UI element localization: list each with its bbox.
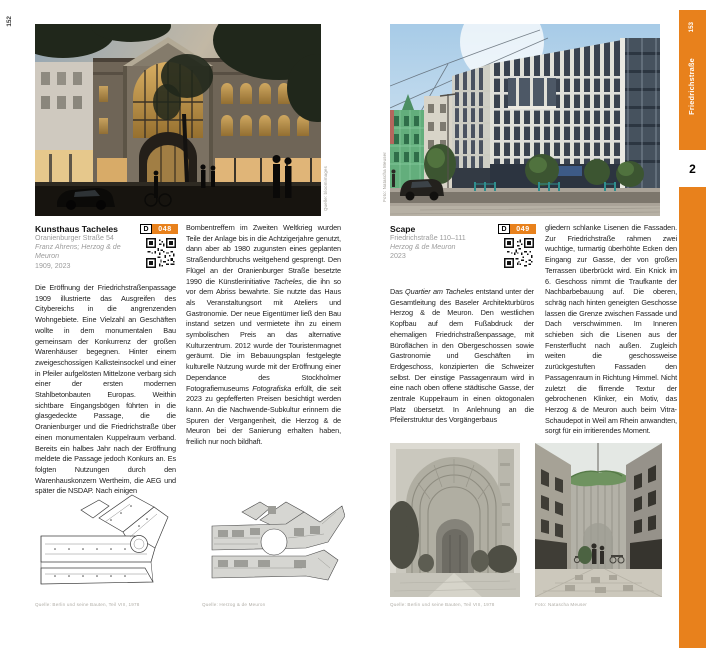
body-column-4: gliedern schlanke Lisenen die Fassaden. Zur Friedrichstraße rahmen zwei wuchtige, turmartig überhöhte Ecken den Eingang zur Gasse, der von großen Terrassen überbrückt wird. Ein Knick im 6. Geschoss nimmt die Traufkante der Nachbarbebauung auf. Die oberen, schräg nach hinten geneigten Geschosse lassen die Grenze zwischen Fassade und Dach verschwimmen. Im Inneren schieben sich die Lisenen aus der Fensterflucht nach außen. Zugleich weiten die geschossweise zurückgestuften Fassaden den Passagenraum in Richtung Himmel. Nicht zuletzt die flirrende Textur der gebrochenen Klinker, ein Motiv, das Herzog & de Meuron auch beim Vitra-Schaudepot in Weil am Rhein anwandten, sorgt für ein irritierendes Moment.	[545, 223, 677, 436]
alley-photo	[535, 443, 662, 597]
qr-code-icon	[504, 238, 534, 268]
floor-plan-historic-drawing	[35, 492, 183, 596]
floor-plan-modern-drawing	[202, 498, 345, 596]
tacheles-photo	[35, 24, 321, 216]
badge-letter: D	[140, 224, 152, 234]
building-architects: Herzog & de Meuron	[390, 243, 456, 252]
dome-interior-photo	[390, 443, 520, 597]
page-number-right: 153	[688, 22, 695, 33]
qr-code-icon	[146, 238, 176, 268]
photo-caption-2: Foto: Natascha Meuser	[535, 602, 587, 607]
building-title: Scape	[390, 224, 416, 234]
building-header-left	[35, 224, 139, 271]
badge-letter: D	[498, 224, 510, 234]
building-title: Kunsthaus Tacheles	[35, 224, 118, 234]
alley-illustration	[535, 443, 662, 597]
badge-number: 049	[510, 224, 536, 234]
page-number-left: 152	[6, 16, 13, 27]
building-architects: Franz Ahrens; Herzog & de Meuron	[35, 243, 121, 261]
object-badge	[140, 224, 178, 234]
photo-credit-left: Quelle: bloomimages	[323, 166, 328, 212]
photo-caption-1: Quelle: Berlin und seine Bauten, Teil VIII, 1978	[390, 602, 495, 607]
photo-credit-right: Foto: Natascha Meuser	[382, 152, 387, 202]
plan-caption-1: Quelle: Berlin und seine Bauten, Teil VIII, 1978	[35, 602, 140, 607]
plan-caption-2: Quelle: Herzog & de Meuron	[202, 602, 266, 607]
chapter-number: 2	[689, 161, 696, 176]
building-years: 2023	[390, 252, 406, 261]
body-column-3: Das Quartier am Tacheles entstand unter der Gesamtleitung des Baseler Architekturbüros Herzog & de Meuron. Den westlichen Kopfbau auf dem Fußabdruck der ehemaligen Friedrichstraßenpassage, mit Büroflächen in den Obergeschossen sowie Gastronomie und Geschäften im Erdgeschoss, konzipierten die Schweizer selbst. Der einstige Passagenraum wird in eine nach oben offene städtische Gasse, der zentrale Kuppelraum in einen oktogonalen Platz übersetzt. In Anlehnung an die Pfeilerstruktur des Vorgängerbaus	[390, 287, 534, 425]
building-address: Friedrichstraße 110–111	[390, 234, 466, 242]
chapter-tab	[679, 10, 706, 648]
tacheles-photo-illustration	[35, 24, 321, 216]
object-badge	[498, 224, 536, 234]
chapter-number-box	[679, 150, 706, 187]
floor-plan-modern	[202, 498, 345, 596]
building-years: 1909, 2023	[35, 261, 71, 270]
scape-photo-illustration	[390, 24, 660, 216]
qr-pattern	[146, 238, 176, 268]
qr-pattern	[504, 238, 534, 268]
building-header-right	[390, 224, 496, 262]
building-address: Oranienburger Straße 54	[35, 234, 114, 242]
dome-interior-illustration	[390, 443, 520, 597]
scape-photo	[390, 24, 660, 216]
floor-plan-historic	[35, 492, 183, 596]
body-column-2: Bombentreffern im Zweiten Weltkrieg wurden Teile der Anlage bis in die Achtzigerjahre genutzt, dann aber ab 1980 zugunsten eines geplanten Straßendurchbruchs weitgehend gesprengt. Den Flügel an der Oranienburger Straße besetzte 1990 die Künstlerinitiative Tacheles, die ihn so vor dem Abriss bewahrte. Sie nutzte das Haus als Veranstaltungsort mit Ateliers und Gastronomie. Der neue Eigentümer ließ den Bau instand setzen und vermietete ihn zu einem symbolischen Preis an das alternative Kulturzentrum. 2012 wurde der Touristenmagnet geräumt. Die im Bebauungsplan festgelegte kulturelle Nutzung wurde mit der Eröffnung einer Dependance des Stockholmer Fotografiemuseums Fotografiska erfüllt, die seit 2023 zu gepfefferten Preisen besichtigt werden kann. An die Nachwende-Subkultur erinnern die Spuren der Vergangenheit, die Herzog & de Meuron bei der Sanierung erhalten haben, freilich nur noch bildhaft.	[186, 223, 341, 447]
chapter-label: Friedrichstraße	[687, 58, 696, 115]
body-column-1: Die Eröffnung der Friedrichstraßenpassage 1909 illustrierte das Ausgreifen des Citybereichs in die angrenzenden Wohngebiete. Eine Vielzahl an Geschäften wollte in dem monumentalen Bau gemeinsam der Konkurrenz der großen Warenhäuser begegnen. Hinter einem zweigeschossigen Kalksteinsockel und einer in Pfeiler aufgelösten Mittelzone verbarg sich einer der ersten modernen Stahlbetonbauten Europas. Weithin sichtbare Eingangsbögen führten in die glasgedeckte Passage, die die Oranienburger und die Friedrichstraße über einen monumentalen Kuppelraum verband. Bereits ein halbes Jahr nach der Eröffnung meldete die Passage jedoch Konkurs an. Es folgten Nutzungen durch den Warenhauskonzern Wertheim, die AEG und später die NSDAP. Nach einigen	[35, 283, 176, 496]
badge-number: 048	[152, 224, 178, 234]
